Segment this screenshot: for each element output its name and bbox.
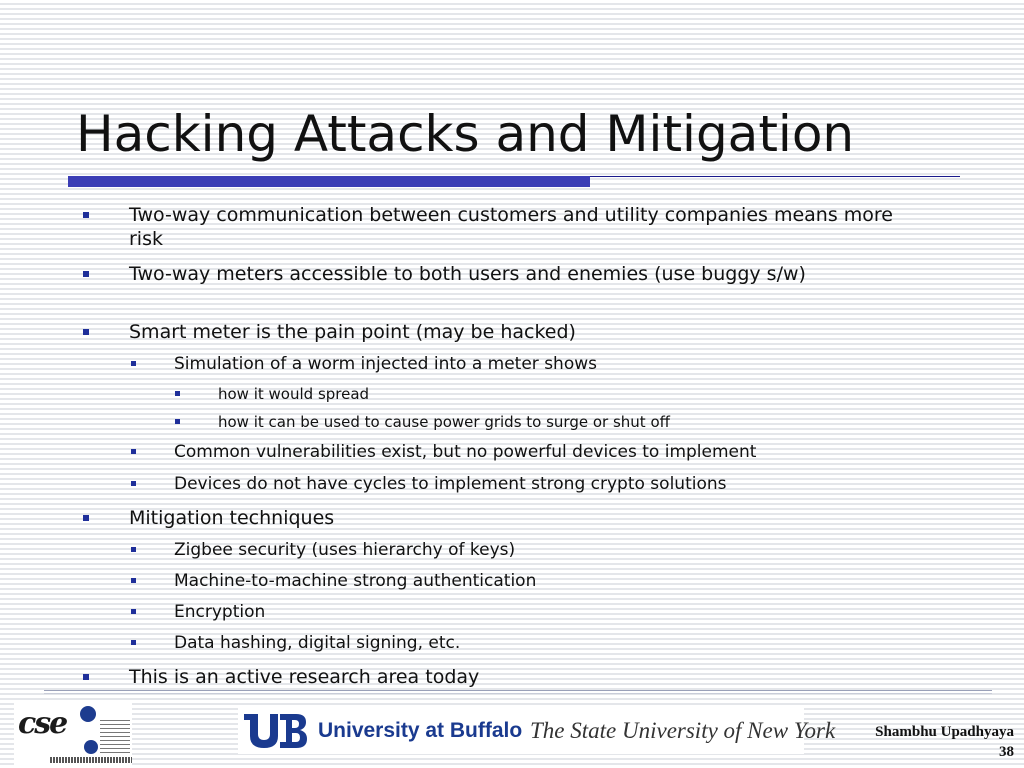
sub-bullet-item: Encryption <box>174 601 934 623</box>
sub-bullet-item: Zigbee security (uses hierarchy of keys) <box>174 539 934 561</box>
footer-divider <box>44 690 992 691</box>
sub-bullet-item: Simulation of a worm injected into a meter shows <box>174 353 934 375</box>
slide-title: Hacking Attacks and Mitigation <box>76 105 855 163</box>
square-bullet-icon <box>83 271 89 277</box>
square-bullet-icon <box>131 640 136 645</box>
bullet-item: Smart meter is the pain point (may be hacked) <box>129 320 919 344</box>
square-bullet-icon <box>131 449 136 454</box>
square-bullet-icon <box>131 547 136 552</box>
bullet-item: This is an active research area today <box>129 665 919 689</box>
sub-bullet-item: Machine-to-machine strong authentication <box>174 570 934 592</box>
slide-number: 38 <box>999 744 1014 760</box>
square-bullet-icon <box>175 419 180 424</box>
square-bullet-icon <box>83 515 89 521</box>
bullet-item: Mitigation techniques <box>129 506 919 530</box>
seal-icon <box>80 706 96 722</box>
ub-banner-logo <box>238 708 836 754</box>
logo-caption-lines <box>50 757 132 763</box>
square-bullet-icon <box>131 481 136 486</box>
square-bullet-icon <box>83 329 89 335</box>
sub-bullet-item: Data hashing, digital signing, etc. <box>174 632 934 654</box>
cse-department-logo <box>14 700 132 766</box>
sub-bullet-item: Devices do not have cycles to implement strong crypto solutions <box>174 473 934 495</box>
ub-monogram-icon <box>242 710 308 750</box>
bullet-item: Two-way meters accessible to both users and enemies (use buggy s/w) <box>129 262 919 286</box>
logo-fine-print-lines <box>100 720 130 754</box>
square-bullet-icon <box>131 361 136 366</box>
sub-sub-bullet-item: how it can be used to cause power grids to surge or shut off <box>218 412 938 432</box>
cse-logo-mark: cse <box>18 706 67 741</box>
author-name: Shambhu Upadhyaya <box>875 724 1014 740</box>
square-bullet-icon <box>175 391 180 396</box>
sub-bullet-item: Common vulnerabilities exist, but no powerful devices to implement <box>174 441 934 463</box>
ub-seal-icon <box>84 740 98 754</box>
square-bullet-icon <box>83 674 89 680</box>
university-subtitle: The State University of New York <box>530 718 836 743</box>
university-name: University at Buffalo <box>318 719 523 742</box>
sub-sub-bullet-item: how it would spread <box>218 384 938 404</box>
bullet-item: Two-way communication between customers and utility companies means more risk <box>129 203 919 251</box>
square-bullet-icon <box>83 212 89 218</box>
square-bullet-icon <box>131 578 136 583</box>
square-bullet-icon <box>131 609 136 614</box>
footer-divider-secondary <box>44 693 992 694</box>
